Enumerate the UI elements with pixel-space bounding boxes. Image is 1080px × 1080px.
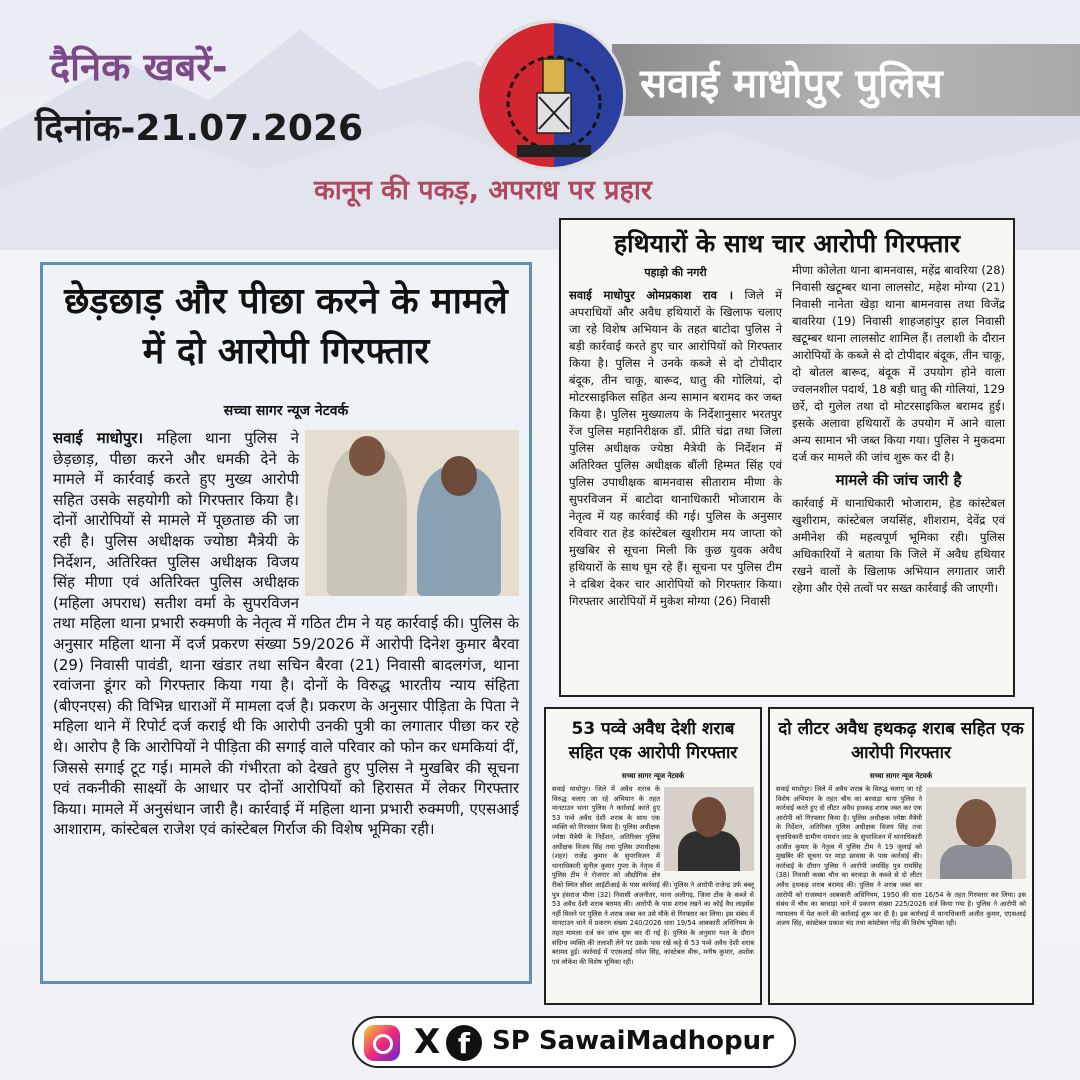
accused3-body <box>678 831 740 871</box>
news-clipping-liquor-2l <box>768 707 1034 1005</box>
instagram-icon[interactable] <box>364 1025 400 1061</box>
org-name: सवाई माधोपुर पुलिस <box>640 61 943 107</box>
tagline: कानून की पकड़, अपराध पर प्रहार <box>314 175 652 206</box>
accused4-head <box>956 799 996 847</box>
accused4-body <box>940 845 1012 879</box>
article4-body-wrap <box>770 785 1032 929</box>
emblem-icon <box>479 23 626 170</box>
article4-headline: दो लीटर अवैध हथकढ़ शराब सहित एक आरोपी गिरफ्तार <box>778 719 1024 763</box>
article2-col1: जिले में अपराधियों और अवैध हथियारों के खिलाफ चलाए जा रहे विशेष अभियान के तहत बाटोदा पुलिस ने बड़ी कार्रवाई करते हुए चार आरोपियों को गिरफ्तार किया है। पुलिस ने उनके कब्जे से दो टोपीदार बंदूक, तीन चाकू, बारूद, धातु की गोलियां, दो मोटरसाइकिल सहित अन्य सामान बरामद कर जब्त किया है। पुलिस मुख्यालय के निर्देशानुसार भरतपुर रेंज पुलिस महानिरीक्षक डॉ. प्रीति चंद्रा तथा जिला पुलिस अधीक्षक ज्येष्ठा मैत्रेयी के निर्देशन में अतिरिक्त पुलिस अधीक्षक बौंली हिम्मत सिंह एवं पुलिस उपाधीक्षक बामनवास सीताराम मीणा के सुपरविजन में बाटोदा थानाधिकारी भोजाराम के नेतृत्व में यह कार्रवाई की गई। पुलिस के अनुसार रविवार रात हेड कांस्टेबल खुशीराम मय जाप्ता को मुखबिर से सूचना मिली कि कुछ युवक अवैध हथियारों के साथ घूम रहे हैं। सूचना पर पुलिस टीम ने दबिश देकर चार आरोपियों को गिरफ्तार किया। गिरफ्तार आरोपियों में मुकेश मोग्या (26) निवासी <box>569 288 783 608</box>
article4-byline: सच्चा सागर न्यूज नेटवर्क <box>869 772 933 780</box>
org-banner <box>612 44 1080 116</box>
news-clipping-weapons <box>559 218 1015 697</box>
article2-subhead: मामले की जांच जारी है <box>835 471 962 489</box>
accused-head-2 <box>441 456 477 496</box>
article2-dateline: सवाई माधोपुर ओमप्रकाश राव । <box>569 288 734 302</box>
header-date: दिनांक-21.07.2026 <box>35 108 364 149</box>
article2-column-1 <box>569 262 782 610</box>
facebook-icon[interactable]: f <box>446 1025 482 1061</box>
news-clipping-liquor-53 <box>544 707 762 1005</box>
article2-col2a: मीणा कोलेता थाना बामनवास, महेंद्र बावरिया (28) निवासी खटूम्बर थाना लालसोट, महेश मोग्या (21) निवासी नानेता खेड़ा थाना बामनवास तथा विजेंद्र बावरिया (19) निवासी शाहजहांपुर हाल निवासी खटूम्बर थाना लालसोट शामिल हैं। तलाशी के दौरान आरोपियों के कब्जे से दो टोपीदार बंदूक, तीन चाकू, दो बोतल बारूद, बंदूक में उपयोग होने वाला ज्वलनशील पदार्थ, 18 बड़ी धातु की गोलियां, 129 छर्रे, दो गुलेल तथा दो मोटरसाइकिल बरामद हुई। इसके अलावा हथियारों के उपयोग में आने वाला अन्य सामान भी जब्त किया गया। पुलिस ने मुकदमा दर्ज कर मामले की जांच शुरू कर दी है। <box>792 263 1005 464</box>
article3-byline: सच्चा सागर न्यूज नेटवर्क <box>621 772 685 780</box>
article2-columns <box>561 262 1013 610</box>
article3-headline: 53 पव्वे अवैध देशी शराब सहित एक आरोपी गिरफ्तार <box>568 719 738 763</box>
accused-photo-4 <box>926 787 1026 879</box>
article3-body-wrap <box>546 785 760 967</box>
accused3-head <box>692 797 726 837</box>
article2-section: पहाड़ो की नगरी <box>644 266 707 279</box>
article3-body: सवाई माधोपुर। जिले में अवैध शराब के विरुद्ध चलाए जा रहे अभियान के तहत मानटाउन थाना पुलिस ने कार्रवाई करते हुए 53 पव्वे अवैध देशी शराब के साथ एक व्यक्ति को गिरफ्तार किया है। पुलिस अधीक्षक ज्येष्ठा मैत्रेयी के निर्देशन, अतिरिक्त पुलिस अधीक्षक विजय सिंह तथा पुलिस उपाधीक्षक (शहर) राजेंद्र कुमार के सुपरविजन में थानाधिकारी सुनील कुमार गुप्ता के नेतृत्व में पुलिस टीम ने रोजगार को औद्योगिक क्षेत्र रीको स्थित सीवर आईटीआई के पास कार्रवाई की। पुलिस ने आरोपी राजेन्द्र उर्फ बब्लू पुत्र हंसराज मीणा (32) निवासी अजनीतर, थाना अलीगढ़, जिला टोंक के कब्जे से 53 अवैध देशी शराब बरामद की। आरोपी के पास शराब रखने का कोई वैध लाइसेंस नहीं मिलने पर पुलिस ने शराब जब्त कर उसे मौके से गिरफ्तार कर लिया। इस संबंध में मानटाउन थाने में प्रकरण संख्या 240/2026 धारा 19/54 आबकारी अधिनियम के तहत मामला दर्ज कर जांच शुरू कर दी गई है। पुलिस के अनुसार गश्त के दौरान संदिग्ध व्यक्ति की तलाशी लेने पर उसके पास रखे कट्टे से 53 पव्वे अवैध देशी शराब बरामद हुई। कार्रवाई में एएसआई रमेश सिंह, कांस्टेबल वीरू, मनीष कुमार, अशोक एवं लोकेश की विशेष भूमिका रही। <box>552 785 754 966</box>
article4-body: सवाई माधोपुर। जिले में अवैध शराब के विरुद्ध चलाए जा रहे विशेष अभियान के तहत चौथ का बरवाड़ा थाना पुलिस ने कार्रवाई करते हुए दो लीटर अवैध हथकढ़ शराब जब्त कर एक आरोपी को गिरफ्तार किया है। पुलिस अधीक्षक ज्येष्ठा मैत्रेयी के निर्देशन, अतिरिक्त पुलिस अधीक्षक विजय सिंह तथा वृत्ताधिकारी ग्रामीण रामधन जाट के सुपरविजन में थानाधिकारी अजीत कुमार के नेतृत्व में पुलिस टीम ने 19 जुलाई को मुखबिर की सूचना पर माड़ा छावास के पास कार्रवाई की। कार्रवाई के दौरान पुलिस ने आरोपी जयसिंह पुत्र रामसिंह (38) निवासी कस्बा चौथ का बरवाड़ा के कब्जे से दो लीटर अवैध हथकढ़ शराब बरामद की। पुलिस ने शराब जब्त कर आरोपी को राजस्थान आबकारी अधिनियम, 1950 की धारा 16/54 के तहत गिरफ्तार कर लिया। इस संबंध में चौथ का बरवाड़ा थाने में प्रकरण संख्या 225/2026 दर्ज किया गया है। पुलिस ने आरोपी को न्यायालय में पेश करने की कार्रवाई शुरू कर दी है। इस कार्रवाई में थानाधिकारी अजीत कुमार, एएसआई अजय सिंह, कांस्टेबल प्रकाश चंद तथा कांस्टेबल नरेंद्र की विशेष भूमिका रही। <box>776 785 1026 928</box>
article1-dateline: सवाई माधोपुर। <box>53 429 144 447</box>
accused-head-1 <box>349 436 385 476</box>
header-title: दैनिक खबरें- <box>50 45 228 89</box>
article1-byline: सच्चा सागर न्यूज नेटवर्क <box>223 403 349 419</box>
news-clipping-harassment <box>40 262 532 984</box>
social-handle[interactable]: SP SawaiMadhopur <box>492 1026 774 1056</box>
x-icon[interactable]: X <box>414 1022 441 1062</box>
article2-column-2 <box>792 262 1005 610</box>
police-emblem-logo <box>476 20 626 170</box>
social-handle-bar[interactable] <box>352 1016 796 1068</box>
accused-photo-3 <box>664 787 754 871</box>
article1-headline: छेड़छाड़ और पीछा करने के मामले में दो आरोपी गिरफ्तार <box>64 281 508 372</box>
accused-photo <box>305 430 519 596</box>
article1-body: महिला थाना पुलिस ने छेड़छाड़, पीछा करने और धमकी देने के मामले में कार्रवाई करते हुए मुख्य आरोपी सहित उसके सहयोगी को गिरफ्तार किया है। दोनों आरोपियों से मामले में पूछताछ की जा रही है। पुलिस अधीक्षक ज्योष्ठा मैत्रेयी के निर्देशन, अतिरिक्त पुलिस अधीक्षक विजय सिंह मीणा एवं अतिरिक्त पुलिस अधीक्षक (महिला अपराध) सतीश वर्मा के सुपरविजन तथा महिला थाना प्रभारी रुक्मणी के नेतृत्व में गठित टीम ने यह कार्रवाई की। पुलिस के अनुसार महिला थाना में दर्ज प्रकरण संख्या 59/2026 में आरोपी दिनेश कुमार बैरवा (29) निवासी पावंडी, थाना खंडार तथा सचिन बैरवा (21) निवासी बादलगंज, थाना रवांजना डूंगर को गिरफ्तार किया गया है। दोनों के विरुद्ध भारतीय न्याय संहिता (बीएनएस) की विभिन्न धाराओं में मामला दर्ज है। प्रकरण के अनुसार पीड़िता के पिता ने महिला थाने में रिपोर्ट दर्ज कराई थी कि आरोपी उनकी पुत्री का लगातार पीछा कर रहे थे। आरोप है कि आरोपियों ने पीड़िता की सगाई वाले परिवार को फोन कर धमकियां दीं, जिससे सगाई टूट गई। मामले की गंभीरता को देखते हुए पुलिस ने मुखबिर की सूचना एवं तकनीकी साक्ष्यों के आधार पर दोनों आरोपियों को हिरासत में लेकर गिरफ्तार किया। मामले में अनुसंधान जारी है। कार्रवाई में महिला थाना प्रभारी रुक्मणी, एएसआई आशाराम, कांस्टेबल राजेश एवं कांस्टेबल गिर्राज की विशेष भूमिका रही। <box>53 429 519 839</box>
article2-col2b: कार्रवाई में थानाधिकारी भोजाराम, हेड कांस्टेबल खुशीराम, कांस्टेबल जयसिंह, शीशराम, देवेंद्र एवं अमीनेश की महत्वपूर्ण भूमिका रही। पुलिस अधिकारियों ने बताया कि जिले में अवैध हथियार रखने वालों के खिलाफ अभियान लगातार जारी रहेगा और ऐसे तत्वों पर सख्त कार्रवाई की जाएगी। <box>792 496 1005 595</box>
article2-headline: हथियारों के साथ चार आरोपी गिरफ्तार <box>613 229 961 258</box>
article1-body-wrap <box>43 428 529 840</box>
